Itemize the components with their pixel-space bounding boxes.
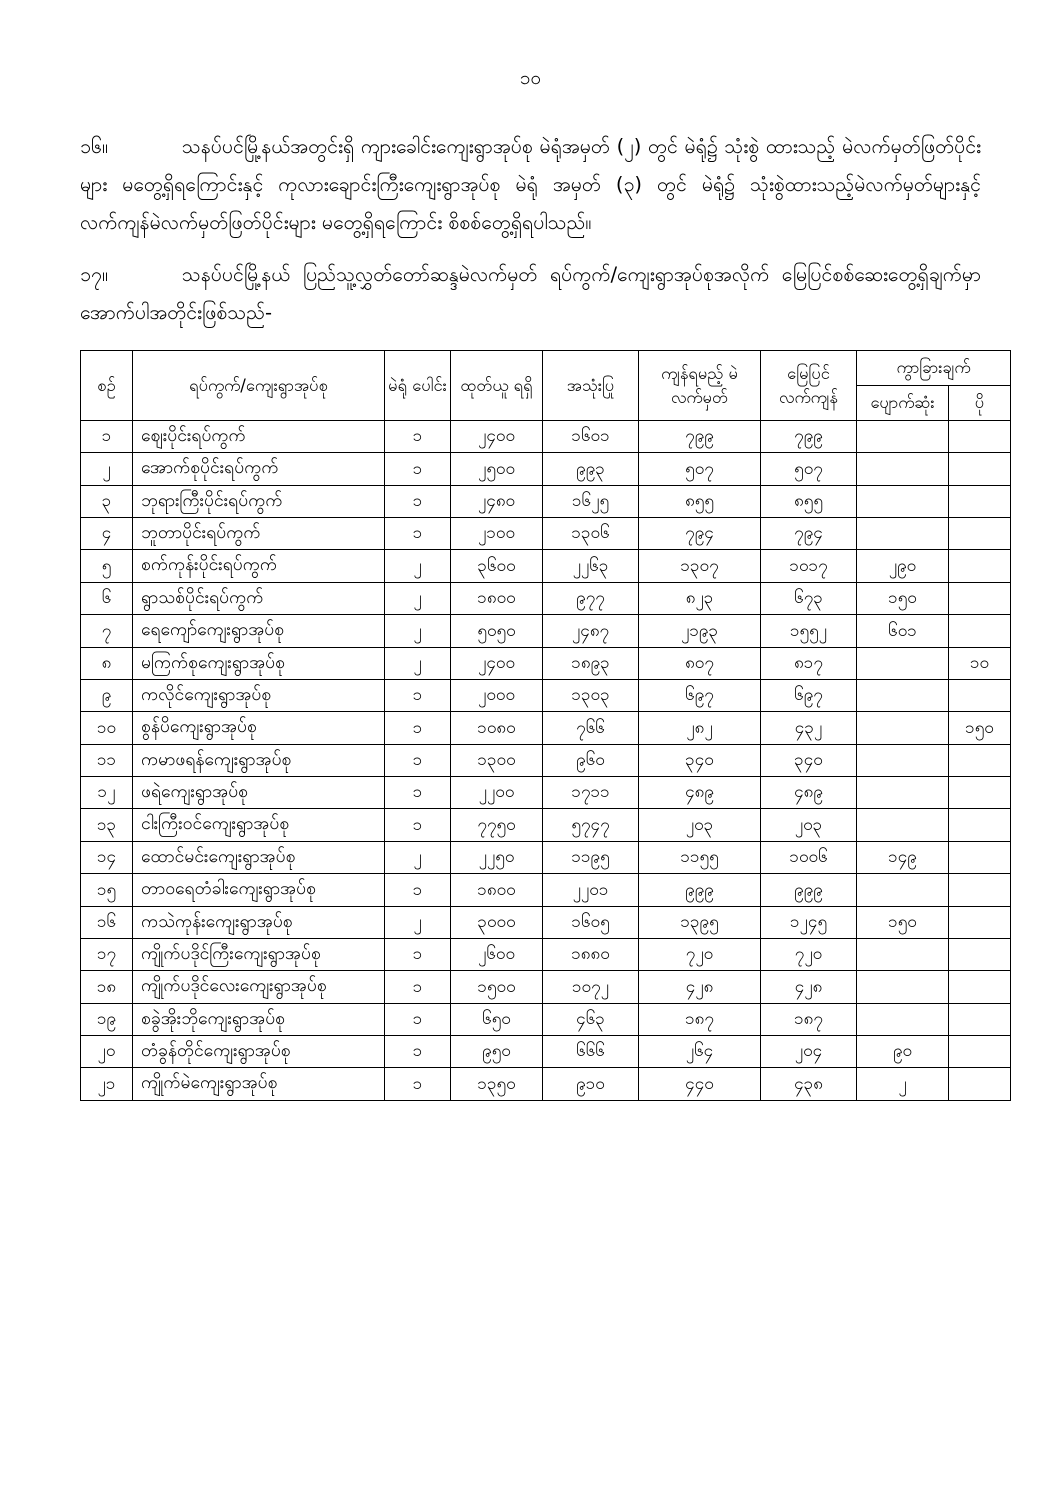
table-row: [81, 1068, 1011, 1100]
cell-remain: ၃၄၀: [639, 744, 761, 776]
cell-used: ၅၇၄၇: [543, 809, 639, 841]
cell-no: ၇: [81, 615, 133, 647]
cell-used: ၁၆၀၅: [543, 906, 639, 938]
cell-ground: ၈၁၇: [761, 647, 857, 679]
cell-out: ၇၇၅၀: [451, 809, 543, 841]
cell-lost: [857, 1003, 949, 1035]
cell-out: ၉၅၀: [451, 1036, 543, 1068]
cell-out: ၂၅၀၀: [451, 453, 543, 485]
cell-total: ၁: [385, 712, 451, 744]
header-out: ထုတ်ယူ ရရှိ: [451, 351, 543, 421]
cell-name: ကလိုင်ကျေးရွာအုပ်စု: [133, 679, 385, 711]
header-total: မဲရုံ ပေါင်း: [385, 351, 451, 421]
cell-no: ၈: [81, 647, 133, 679]
cell-no: ၁၃: [81, 809, 133, 841]
cell-ground: ၂၀၄: [761, 1036, 857, 1068]
cell-remain: ၇၂၀: [639, 938, 761, 970]
cell-ground: ၁၂၄၅: [761, 906, 857, 938]
table-row: [81, 518, 1011, 550]
cell-no: ၁၂: [81, 777, 133, 809]
cell-ground: ၁၅၅၂: [761, 615, 857, 647]
cell-lost: [857, 971, 949, 1003]
table-row: [81, 971, 1011, 1003]
cell-ground: ၆၉၇: [761, 679, 857, 711]
cell-used: ၉၆၀: [543, 744, 639, 776]
cell-no: ၂: [81, 453, 133, 485]
cell-extra: [949, 809, 1011, 841]
cell-total: ၁: [385, 1003, 451, 1035]
cell-extra: [949, 615, 1011, 647]
cell-no: ၉: [81, 679, 133, 711]
table-body: [81, 420, 1011, 1100]
cell-total: ၁: [385, 938, 451, 970]
cell-extra: [949, 679, 1011, 711]
cell-name: မကြက်စုကျေးရွာအုပ်စု: [133, 647, 385, 679]
cell-remain: ၇၉၉: [639, 420, 761, 452]
table-row: [81, 582, 1011, 614]
header-lost: ပျောက်ဆုံး: [857, 386, 949, 421]
cell-total: ၂: [385, 841, 451, 873]
table-row: [81, 550, 1011, 582]
cell-total: ၁: [385, 453, 451, 485]
cell-out: ၅၀၅၀: [451, 615, 543, 647]
cell-remain: ၁၈၇: [639, 1003, 761, 1035]
cell-total: ၁: [385, 874, 451, 906]
cell-ground: ၆၇၃: [761, 582, 857, 614]
cell-remain: ၂၀၃: [639, 809, 761, 841]
cell-name: ရွာသစ်ပိုင်းရပ်ကွက်: [133, 582, 385, 614]
cell-extra: ၁၀: [949, 647, 1011, 679]
cell-name: တာဝရေတံခါးကျေးရွာအုပ်စု: [133, 874, 385, 906]
cell-total: ၁: [385, 1036, 451, 1068]
cell-extra: [949, 1003, 1011, 1035]
paragraph-17: [80, 256, 981, 332]
cell-remain: ၈၅၅: [639, 485, 761, 517]
cell-ground: ၄၃၈: [761, 1068, 857, 1100]
cell-used: ၉၉၃: [543, 453, 639, 485]
cell-name: စခွဲအိုးဘိုကျေးရွာအုပ်စု: [133, 1003, 385, 1035]
cell-lost: ၉၀: [857, 1036, 949, 1068]
cell-used: ၁၈၉၃: [543, 647, 639, 679]
cell-lost: ၂၉၀: [857, 550, 949, 582]
cell-ground: ၇၉၉: [761, 420, 857, 452]
cell-total: ၂: [385, 550, 451, 582]
cell-used: ၁၇၁၁: [543, 777, 639, 809]
cell-lost: [857, 453, 949, 485]
cell-ground: ၂၀၃: [761, 809, 857, 841]
cell-used: ၁၈၈၀: [543, 938, 639, 970]
cell-total: ၂: [385, 615, 451, 647]
cell-extra: [949, 485, 1011, 517]
cell-remain: ၈၀၇: [639, 647, 761, 679]
table-row: [81, 809, 1011, 841]
cell-extra: [949, 841, 1011, 873]
table-row: [81, 841, 1011, 873]
cell-lost: [857, 744, 949, 776]
cell-remain: ၁၃၉၅: [639, 906, 761, 938]
cell-total: ၁: [385, 420, 451, 452]
cell-no: ၁: [81, 420, 133, 452]
cell-used: ၇၆၆: [543, 712, 639, 744]
cell-remain: ၂၁၉၃: [639, 615, 761, 647]
cell-remain: ၄၈၉: [639, 777, 761, 809]
paragraph-16-text: [80, 128, 981, 242]
header-remain: ကျန်ရမည့် မဲလက်မှတ်: [639, 351, 761, 421]
cell-no: ၁၅: [81, 874, 133, 906]
cell-ground: ၄၂၈: [761, 971, 857, 1003]
cell-name: ဖရဲကျေးရွာအုပ်စု: [133, 777, 385, 809]
table-row: [81, 744, 1011, 776]
cell-lost: [857, 712, 949, 744]
cell-used: ၁၁၉၅: [543, 841, 639, 873]
table-row: [81, 938, 1011, 970]
cell-name: စက်ကုန်းပိုင်းရပ်ကွက်: [133, 550, 385, 582]
cell-total: ၁: [385, 971, 451, 1003]
cell-total: ၁: [385, 679, 451, 711]
page-number: ၁၀: [519, 67, 542, 89]
cell-remain: ၇၉၄: [639, 518, 761, 550]
cell-remain: ၄၄၀: [639, 1068, 761, 1100]
table-row: [81, 712, 1011, 744]
cell-no: ၁၆: [81, 906, 133, 938]
cell-lost: [857, 420, 949, 452]
cell-ground: ၄၈၉: [761, 777, 857, 809]
cell-name: ကမာဖရန်ကျေးရွာအုပ်စု: [133, 744, 385, 776]
cell-lost: ၂: [857, 1068, 949, 1100]
table-row: [81, 453, 1011, 485]
cell-name: ကျိုက်မဲကျေးရွာအုပ်စု: [133, 1068, 385, 1100]
cell-out: ၂၁၀၀: [451, 518, 543, 550]
cell-out: ၁၈၀၀: [451, 874, 543, 906]
cell-name: ထောင်မင်းကျေးရွာအုပ်စု: [133, 841, 385, 873]
cell-out: ၂၀၀၀: [451, 679, 543, 711]
table-row: [81, 647, 1011, 679]
table-row: [81, 485, 1011, 517]
cell-no: ၂၀: [81, 1036, 133, 1068]
ballot-summary-table: [80, 350, 1011, 1101]
cell-used: ၁၀၇၂: [543, 971, 639, 1003]
cell-used: ၂၂၀၁: [543, 874, 639, 906]
cell-remain: ၁၃၀၇: [639, 550, 761, 582]
cell-name: ဘူတာပိုင်းရပ်ကွက်: [133, 518, 385, 550]
paragraph-16-number: ၁၆။: [80, 135, 108, 158]
cell-out: ၃၆၀၀: [451, 550, 543, 582]
cell-out: ၁၃၀၀: [451, 744, 543, 776]
cell-ground: ၇၉၄: [761, 518, 857, 550]
cell-extra: [949, 550, 1011, 582]
cell-ground: ၁၈၇: [761, 1003, 857, 1035]
cell-lost: ၁၅၀: [857, 582, 949, 614]
cell-total: ၁: [385, 809, 451, 841]
cell-total: ၁: [385, 1068, 451, 1100]
cell-used: ၁၃၀၃: [543, 679, 639, 711]
cell-no: ၁၄: [81, 841, 133, 873]
cell-remain: ၆၉၇: [639, 679, 761, 711]
header-extra: ပို: [949, 386, 1011, 421]
cell-out: ၂၂၅၀: [451, 841, 543, 873]
cell-used: ၂၂၆၃: [543, 550, 639, 582]
cell-no: ၃: [81, 485, 133, 517]
cell-remain: ၅၀၇: [639, 453, 761, 485]
cell-used: ၉၇၇: [543, 582, 639, 614]
cell-out: ၁၅၀၀: [451, 971, 543, 1003]
cell-extra: [949, 453, 1011, 485]
cell-lost: [857, 679, 949, 711]
cell-total: ၂: [385, 906, 451, 938]
cell-name: ဈေးပိုင်းရပ်ကွက်: [133, 420, 385, 452]
header-name: ရပ်ကွက်/ကျေးရွာအုပ်စု: [133, 351, 385, 421]
table-row: [81, 420, 1011, 452]
cell-lost: [857, 938, 949, 970]
cell-lost: [857, 485, 949, 517]
cell-name: ကျိုက်ပဒိုင်လေးကျေးရွာအုပ်စု: [133, 971, 385, 1003]
header-ground: မြေပြင် လက်ကျန်: [761, 351, 857, 421]
cell-total: ၁: [385, 744, 451, 776]
cell-ground: ၇၂၀: [761, 938, 857, 970]
table-row: [81, 615, 1011, 647]
paragraph-16: [80, 128, 981, 242]
cell-out: ၆၅၀: [451, 1003, 543, 1035]
header-difference-group: ကွာခြားချက်: [857, 351, 1011, 386]
cell-ground: ၈၅၅: [761, 485, 857, 517]
cell-extra: [949, 1068, 1011, 1100]
paragraph-17-text: [80, 256, 981, 332]
cell-remain: ၂၈၂: [639, 712, 761, 744]
cell-out: ၂၄၀၀: [451, 420, 543, 452]
cell-extra: [949, 971, 1011, 1003]
cell-used: ၄၆၃: [543, 1003, 639, 1035]
cell-out: ၁၃၅၀: [451, 1068, 543, 1100]
cell-extra: [949, 518, 1011, 550]
cell-used: ၉၁၀: [543, 1068, 639, 1100]
paragraph-17-body: သနပ်ပင်မြို့နယ် ပြည်သူ့လွှတ်တော်ဆန္ဒမဲလက်မှတ် ရပ်ကွက်/ကျေးရွာအုပ်စုအလိုက် မြေပြင်စစ်ဆေးတွေ့ရှိချက်မှာ အောက်ပါအတိုင်းဖြစ်သည်-: [80, 263, 981, 325]
table-row: [81, 679, 1011, 711]
cell-extra: [949, 1036, 1011, 1068]
cell-lost: ၆၀၁: [857, 615, 949, 647]
cell-ground: ၅၀၇: [761, 453, 857, 485]
cell-extra: [949, 744, 1011, 776]
cell-used: ၆၆၆: [543, 1036, 639, 1068]
cell-total: ၂: [385, 647, 451, 679]
table-header-row-1: [81, 351, 1011, 386]
cell-remain: ၄၂၈: [639, 971, 761, 1003]
cell-ground: ၁၀၀၆: [761, 841, 857, 873]
cell-out: ၁၀၈၀: [451, 712, 543, 744]
cell-extra: [949, 420, 1011, 452]
cell-out: ၂၄၈၀: [451, 485, 543, 517]
cell-no: ၂၁: [81, 1068, 133, 1100]
cell-total: ၂: [385, 582, 451, 614]
cell-remain: ၉၉၉: [639, 874, 761, 906]
cell-lost: ၁၅၀: [857, 906, 949, 938]
cell-total: ၁: [385, 518, 451, 550]
cell-used: ၁၃၀၆: [543, 518, 639, 550]
cell-no: ၁၀: [81, 712, 133, 744]
cell-no: ၁၇: [81, 938, 133, 970]
table-row: [81, 906, 1011, 938]
cell-extra: [949, 582, 1011, 614]
cell-no: ၁၈: [81, 971, 133, 1003]
cell-out: ၂၂၀၀: [451, 777, 543, 809]
table-row: [81, 874, 1011, 906]
cell-used: ၁၆၂၅: [543, 485, 639, 517]
cell-extra: [949, 874, 1011, 906]
cell-ground: ၉၉၉: [761, 874, 857, 906]
paragraph-16-body: သနပ်ပင်မြို့နယ်အတွင်းရှိ ကျားခေါင်းကျေးရွာအုပ်စု မဲရုံအမှတ် (၂) တွင် မဲရုံ၌ သုံးစွဲ ထားသည့် မဲလက်မှတ်ဖြတ်ပိုင်းများ မတွေ့ရှိရကြောင်းနှင့် ကုလားချောင်းကြီးကျေးရွာအုပ်စု မဲရုံ အမှတ် (၃) တွင် မဲရုံ၌ သုံးစွဲထားသည့်မဲလက်မှတ်များနှင့် လက်ကျန်မဲလက်မှတ်ဖြတ်ပိုင်းများ မတွေ့ရှိရကြောင်း စိစစ်တွေ့ရှိရပါသည်။: [80, 135, 981, 235]
table-row: [81, 1003, 1011, 1035]
cell-no: ၆: [81, 582, 133, 614]
cell-name: ငါးကြီးဝင်ကျေးရွာအုပ်စု: [133, 809, 385, 841]
cell-extra: [949, 906, 1011, 938]
table-row: [81, 777, 1011, 809]
cell-remain: ၂၆၄: [639, 1036, 761, 1068]
cell-name: အောက်စုပိုင်းရပ်ကွက်: [133, 453, 385, 485]
paragraph-17-number: ၁၇။: [80, 263, 108, 287]
cell-lost: [857, 809, 949, 841]
cell-lost: ၁၄၉: [857, 841, 949, 873]
cell-no: ၄: [81, 518, 133, 550]
cell-lost: [857, 874, 949, 906]
cell-name: ကသဲကုန်းကျေးရွာအုပ်စု: [133, 906, 385, 938]
cell-extra: [949, 938, 1011, 970]
cell-lost: [857, 647, 949, 679]
cell-lost: [857, 518, 949, 550]
cell-remain: ၈၂၃: [639, 582, 761, 614]
cell-remain: ၁၁၅၅: [639, 841, 761, 873]
cell-total: ၁: [385, 777, 451, 809]
cell-lost: [857, 777, 949, 809]
cell-no: ၁၁: [81, 744, 133, 776]
cell-name: ဘုရားကြီးပိုင်းရပ်ကွက်: [133, 485, 385, 517]
cell-extra: [949, 777, 1011, 809]
cell-ground: ၄၃၂: [761, 712, 857, 744]
cell-name: ရေကျော်ကျေးရွာအုပ်စု: [133, 615, 385, 647]
cell-total: ၁: [385, 485, 451, 517]
cell-extra: ၁၅၀: [949, 712, 1011, 744]
cell-used: ၂၄၈၇: [543, 615, 639, 647]
cell-out: ၁၈၀၀: [451, 582, 543, 614]
cell-no: ၁၉: [81, 1003, 133, 1035]
cell-out: ၃၀၀၀: [451, 906, 543, 938]
cell-name: စွန်ပိကျေးရွာအုပ်စု: [133, 712, 385, 744]
cell-out: ၂၆၀၀: [451, 938, 543, 970]
cell-name: တံခွန်တိုင်ကျေးရွာအုပ်စု: [133, 1036, 385, 1068]
cell-name: ကျိုက်ပဒိုင်ကြီးကျေးရွာအုပ်စု: [133, 938, 385, 970]
cell-ground: ၁၀၁၇: [761, 550, 857, 582]
cell-no: ၅: [81, 550, 133, 582]
table-row: [81, 1036, 1011, 1068]
cell-out: ၂၄၀၀: [451, 647, 543, 679]
header-used: အသုံးပြု: [543, 351, 639, 421]
cell-used: ၁၆၀၁: [543, 420, 639, 452]
header-no: စဉ်: [81, 351, 133, 421]
cell-ground: ၃၄၀: [761, 744, 857, 776]
